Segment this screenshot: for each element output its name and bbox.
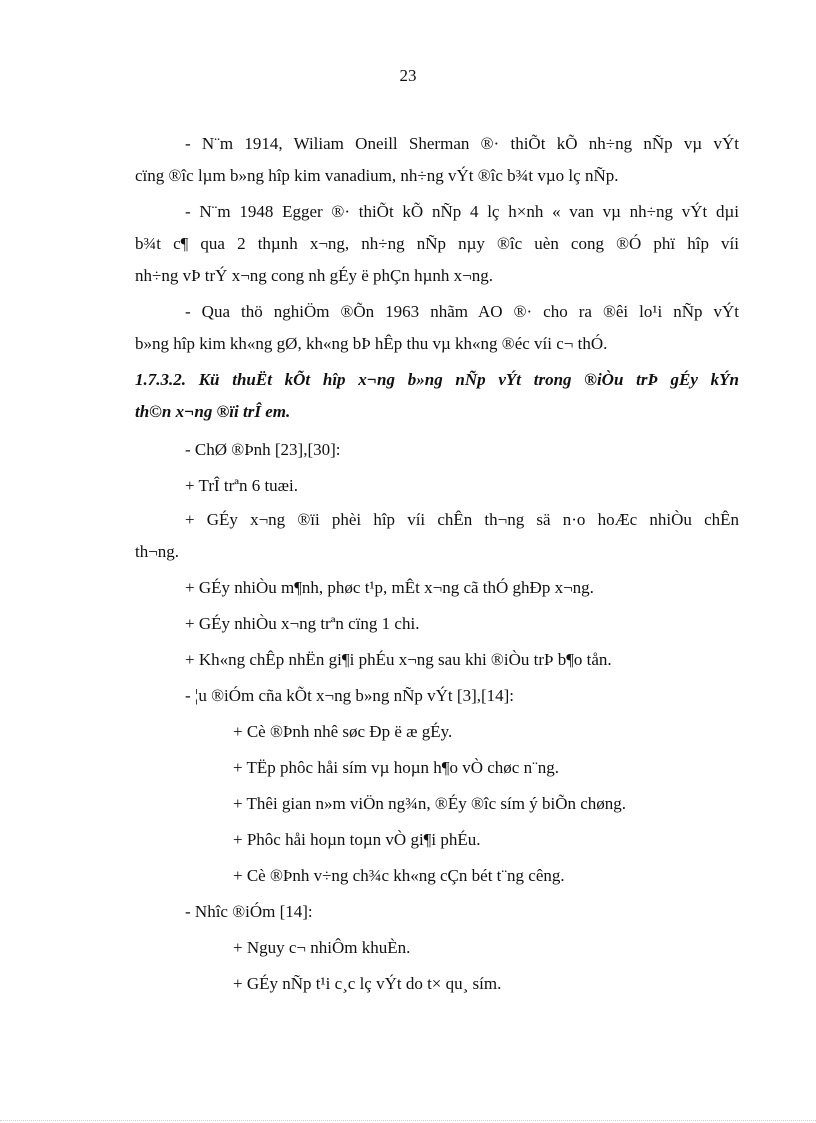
- list-item-continuation: th¬ng.: [135, 542, 180, 561]
- page-number: 23: [399, 66, 417, 85]
- list-label: - ChØ ®Þnh [23],[30]:: [185, 440, 341, 459]
- paragraph-line: - N¨m 1914, Wiliam Oneill Sherman ®· thiÕt kÕ nh÷ng nÑp vµ vÝt: [185, 134, 739, 153]
- list-item: + GÉy nÑp t¹i c¸c lç vÝt do t× qu¸ sím.: [233, 974, 502, 993]
- list-item: + GÉy nhiÒu x¬ng trªn cïng 1 chi.: [185, 614, 420, 633]
- document-body: [135, 128, 739, 1002]
- list-item: + Nguy c¬ nhiÔm khuÈn.: [233, 938, 411, 957]
- list-item-line: + GÉy x¬ng ®ïi phèi hîp víi chÊn th¬ng sä n·o hoÆc nhiÒu chÊn: [185, 510, 739, 529]
- list-item: [135, 504, 739, 534]
- paragraph-line: cïng ®îc lµm b»ng hîp kim vanadium, nh÷ng vÝt ®îc b¾t vµo lç nÑp.: [135, 166, 619, 185]
- list-item: + TrÎ trªn 6 tuæi.: [185, 476, 298, 495]
- section-heading-line: 1.7.3.2. Kü thuËt kÕt hîp x¬ng b»ng nÑp vÝt trong ®iÒu trÞ gÉy kÝn: [135, 370, 739, 389]
- list-item: + Kh«ng chÊp nhËn gi¶i phÉu x¬ng sau khi ®iÒu trÞ b¶o tån.: [185, 650, 612, 669]
- list-label: - Nhîc ®iÓm [14]:: [185, 902, 313, 921]
- section-heading-line: th©n x¬ng ®ïi trÎ em.: [135, 402, 291, 421]
- disadvantages-list: [135, 894, 739, 1002]
- paragraph-1948: [135, 196, 739, 292]
- paragraph-line: - N¨m 1948 Egger ®· thiÕt kÕ nÑp 4 lç h×nh « van vµ nh÷ng vÝt dµi: [185, 202, 739, 221]
- indications-list: [135, 432, 739, 678]
- list-label: - ¦u ®iÓm cña kÕt x¬ng b»ng nÑp vÝt [3],[14]:: [185, 686, 515, 705]
- list-item: + Phôc håi hoµn toµn vÒ gi¶i phÉu.: [233, 830, 481, 849]
- paragraph-1914: [135, 128, 739, 192]
- list-item: + TËp phôc håi sím vµ hoµn h¶o vÒ chøc n¨ng.: [233, 758, 559, 777]
- paragraph-1963: [135, 296, 739, 360]
- paragraph-line: b¾t c¶ qua 2 thµnh x¬ng, nh÷ng nÑp nµy ®îc uèn cong ®Ó phï hîp víi: [135, 234, 739, 253]
- list-item: + Thêi gian n»m viÖn ng¾n, ®Éy ®îc sím ý biÕn chøng.: [233, 794, 627, 813]
- advantages-list: [135, 678, 739, 894]
- list-item: + Cè ®Þnh v÷ng ch¾c kh«ng cÇn bét t¨ng cêng.: [233, 866, 565, 885]
- paragraph-line: - Qua thö nghiÖm ®Õn 1963 nhãm AO ®· cho ra ®êi lo¹i nÑp vÝt: [185, 302, 739, 321]
- paragraph-line: b»ng hîp kim kh«ng gØ, kh«ng bÞ hÊp thu vµ kh«ng ®éc víi c¬ thÓ.: [135, 334, 608, 353]
- list-item: + GÉy nhiÒu m¶nh, phøc t¹p, mÊt x¬ng cã thÓ ghÐp x¬ng.: [185, 578, 594, 597]
- paragraph-line: nh÷ng vÞ trÝ x¬ng cong nh gÉy ë phÇn hµnh x¬ng.: [135, 266, 493, 285]
- list-item: + Cè ®Þnh nhê søc Ðp ë æ gÉy.: [233, 722, 453, 741]
- section-heading: [135, 364, 739, 428]
- page-bottom-divider: [0, 1120, 816, 1121]
